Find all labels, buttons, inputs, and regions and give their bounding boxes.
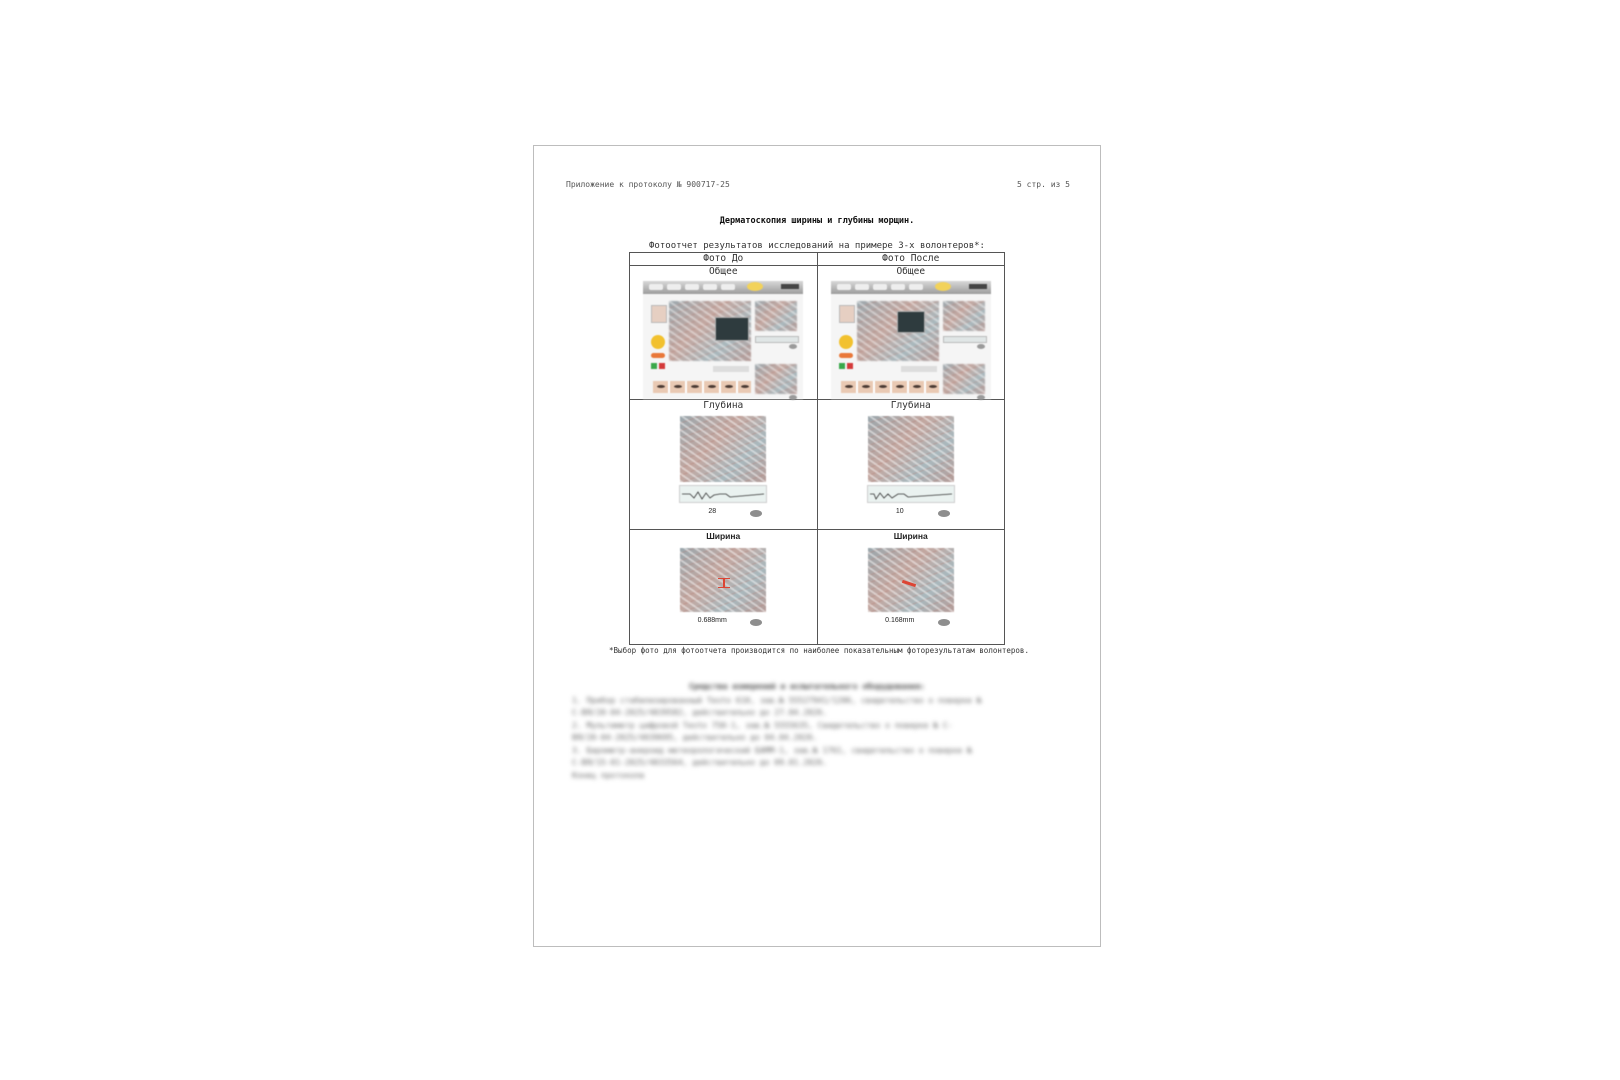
width-value-before: 0.688mm	[697, 617, 727, 624]
depth-value-before: 28	[708, 508, 717, 515]
width-image-after	[868, 548, 954, 612]
equipment-line: 2. Мультиметр цифровой Testo 750-1, зав.№ 5555635, Свидетельство о поверке № С-	[572, 720, 953, 730]
equipment-section-title: Средства измерений и испытательного оборудования:	[688, 682, 925, 691]
row-label-depth: Глубина	[890, 400, 931, 411]
protocol-end: Конец протокола	[572, 770, 645, 780]
ok-button-icon	[750, 619, 762, 626]
row-label-width: Ширина	[893, 531, 928, 541]
column-header-after: Фото После	[817, 253, 1005, 266]
ok-button-icon	[938, 510, 950, 517]
row-label-general: Общее	[896, 266, 926, 277]
cell-width-after	[817, 530, 1005, 645]
document-subtitle: Фотоотчет результатов исследований на примере 3-х волонтеров*:	[649, 241, 985, 251]
cell-depth-before	[630, 400, 818, 530]
cell-general-before	[630, 266, 818, 400]
depth-profile-graph-after	[867, 485, 955, 503]
depth-image-before	[680, 416, 766, 482]
blurred-equipment-section	[572, 681, 1042, 782]
equipment-line: 1. Прибор стабилизированный Testo 610, зав.№ 55527941/1206, свидетельство о поверке №	[572, 695, 982, 705]
document-page	[533, 145, 1101, 947]
software-screenshot-before	[643, 281, 803, 399]
cell-general-after	[817, 266, 1005, 400]
equipment-line: 3. Барометр-анероид метеорологический БАММ-1, зав.№ 1761, свидетельство о поверке №	[572, 745, 972, 755]
equipment-line: ВЯ/20-04-2025/4039695, действительно до 04.04.2026.	[572, 733, 818, 742]
width-value-after: 0.168mm	[885, 617, 915, 624]
header-protocol-ref: Приложение к протоколу № 900717-25	[566, 180, 730, 189]
depth-value-after: 10	[895, 508, 904, 515]
header-page-number: 5 стр. из 5	[1017, 180, 1070, 189]
document-title: Дерматоскопия ширины и глубины морщин.	[719, 216, 915, 226]
equipment-line: С-ВЯ/15-01-2025/4033564, действительно до 09.01.2026.	[572, 758, 828, 767]
row-label-width: Ширина	[706, 531, 741, 541]
width-image-before	[680, 548, 766, 612]
width-measure-marker	[718, 578, 730, 588]
column-header-before: Фото До	[630, 253, 818, 266]
cell-width-before	[630, 530, 818, 645]
cell-depth-after	[817, 400, 1005, 530]
ok-button-icon	[938, 619, 950, 626]
equipment-line: С-ВЯ/20-04-2025/4039582, действительно до 27.04.2026.	[572, 708, 828, 717]
software-screenshot-after	[831, 281, 991, 399]
footnote: *Выбор фото для фотоотчета производится по наиболее показательным фоторезультатам волонтеров.	[609, 646, 1029, 655]
row-label-general: Общее	[708, 266, 738, 277]
depth-image-after	[868, 416, 954, 482]
photo-report-table	[629, 252, 1005, 645]
row-label-depth: Глубина	[703, 400, 744, 411]
ok-button-icon	[750, 510, 762, 517]
depth-profile-graph-before	[679, 485, 767, 503]
